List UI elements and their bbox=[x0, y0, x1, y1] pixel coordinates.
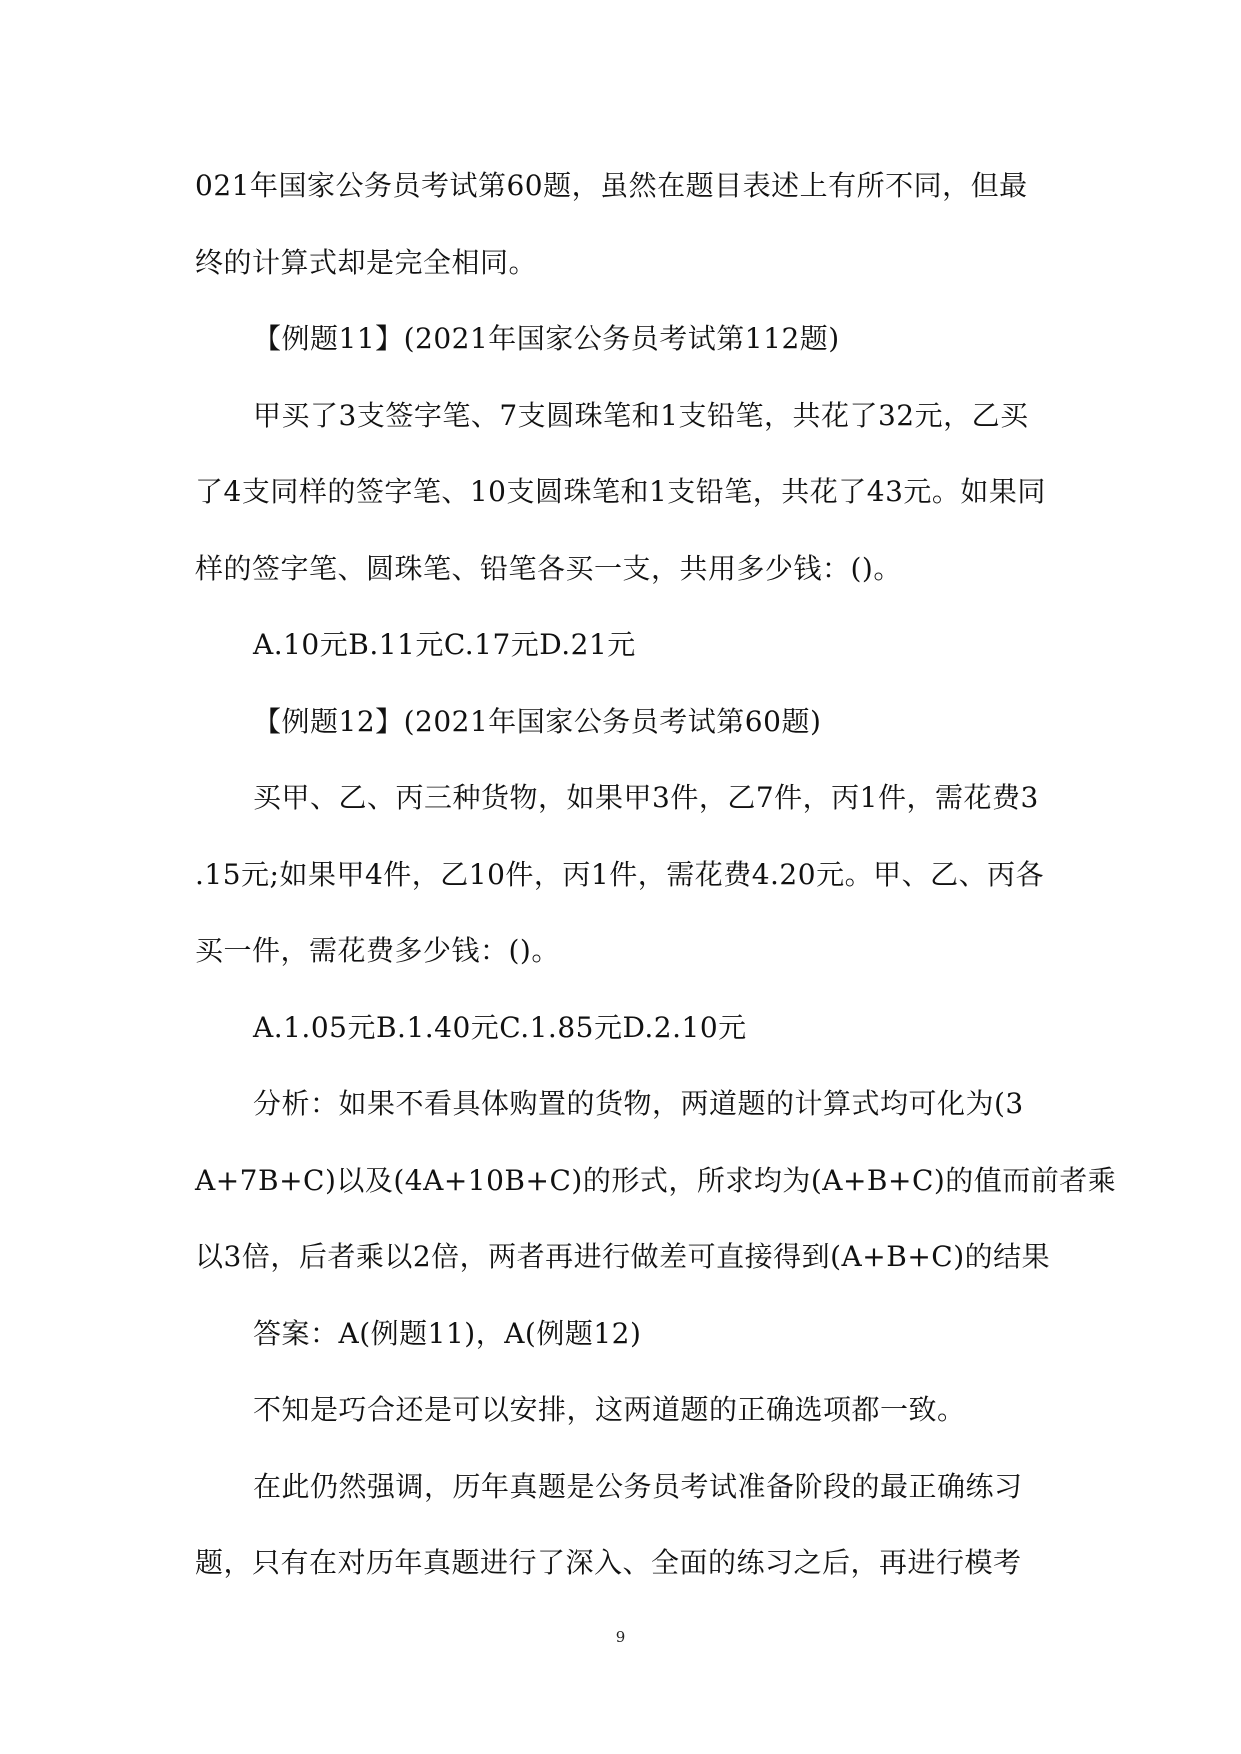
answer-line: 答案：A(例题11)，A(例题12) bbox=[253, 1316, 642, 1350]
text-line: 买甲、乙、丙三种货物，如果甲3件，乙7件，丙1件，需花费3 bbox=[253, 781, 1039, 814]
text-line: 终的计算式却是完全相同。 bbox=[195, 245, 538, 279]
text-line: 021年国家公务员考试第60题，虽然在题目表述上有所不同，但最 bbox=[195, 169, 1028, 202]
example-12-options: A.1.05元B.1.40元C.1.85元D.2.10元 bbox=[253, 1010, 747, 1044]
text-line: 买一件，需花费多少钱：()。 bbox=[195, 934, 560, 967]
analysis-line: 以3倍，后者乘以2倍，两者再进行做差可直接得到(A+B+C)的结果 bbox=[195, 1240, 1051, 1273]
page-number: 9 bbox=[615, 1628, 626, 1646]
document-body bbox=[195, 148, 1117, 1602]
analysis-line: 分析：如果不看具体购置的货物，两道题的计算式均可化为(3 bbox=[253, 1087, 1024, 1120]
text-line: 甲买了3支签字笔、7支圆珠笔和1支铅笔，共花了32元，乙买 bbox=[253, 398, 1029, 432]
example-12-heading: 【例题12】(2021年国家公务员考试第60题) bbox=[253, 704, 822, 738]
analysis-line: A+7B+C)以及(4A+10B+C)的形式，所求均为(A+B+C)的值而前者乘 bbox=[195, 1163, 1117, 1197]
text-line: .15元;如果甲4件，乙10件，丙1件，需花费4.20元。甲、乙、丙各 bbox=[195, 857, 1045, 891]
text-line: 在此仍然强调，历年真题是公务员考试准备阶段的最正确练习 bbox=[253, 1469, 1023, 1503]
example-11-options: A.10元B.11元C.17元D.21元 bbox=[253, 628, 636, 661]
text-line: 不知是巧合还是可以安排，这两道题的正确选项都一致。 bbox=[253, 1393, 966, 1426]
text-line: 题，只有在对历年真题进行了深入、全面的练习之后，再进行模考 bbox=[195, 1546, 1022, 1579]
text-line: 样的签字笔、圆珠笔、铅笔各买一支，共用多少钱：()。 bbox=[195, 551, 902, 585]
text-line: 了4支同样的签字笔、10支圆珠笔和1支铅笔，共花了43元。如果同 bbox=[195, 475, 1046, 508]
example-11-heading: 【例题11】(2021年国家公务员考试第112题) bbox=[253, 322, 840, 355]
